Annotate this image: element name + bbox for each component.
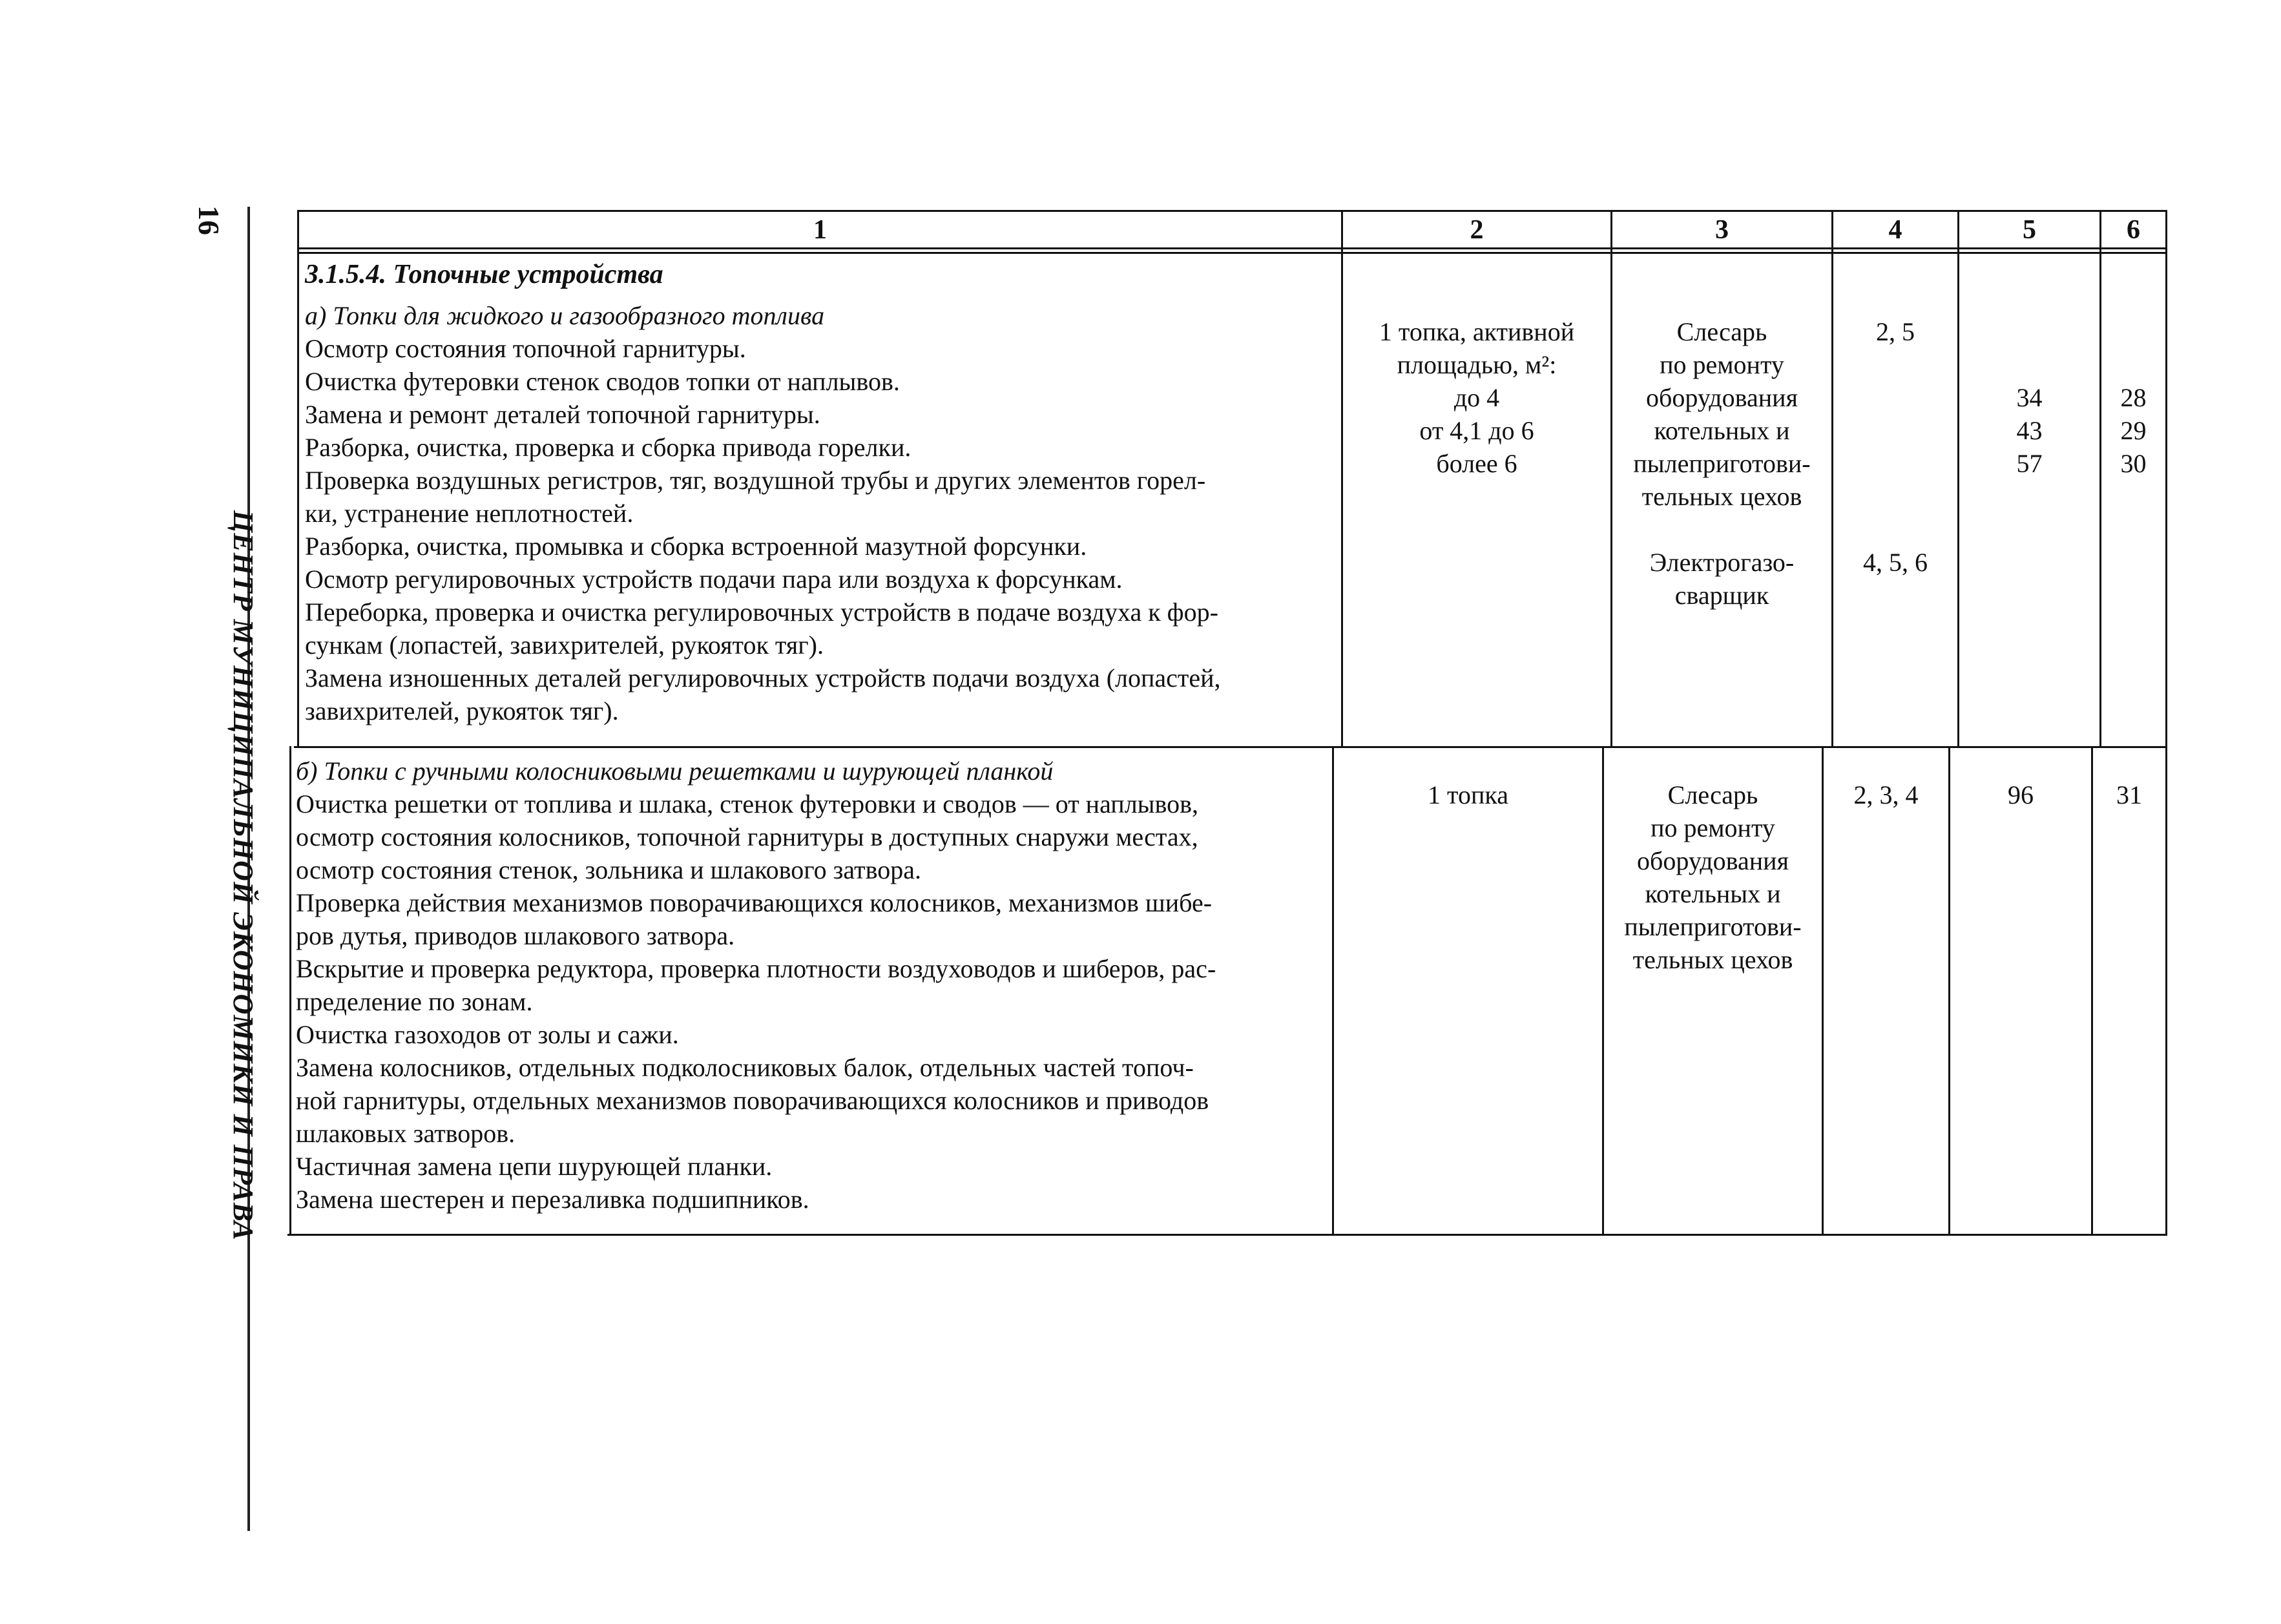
work-item: завихрителей, рукояток тяг).	[305, 696, 619, 725]
worker-line: тельных цехов	[1632, 945, 1793, 974]
work-item: Проверка действия механизмов поворачивающихся колосников, механизмов шибе-	[296, 888, 1213, 917]
row-b-unit: 1 топка	[1428, 780, 1508, 809]
worker-line: пылеприготови-	[1624, 912, 1802, 941]
row-a-workers	[1612, 315, 1831, 612]
worker-line: по ремонту	[1651, 813, 1775, 842]
row-b-description	[296, 755, 1216, 1216]
value-cell: 29	[2120, 416, 2147, 445]
row-a-col6	[2101, 381, 2165, 480]
section-title: 3.1.5.4. Топочные устройства	[305, 260, 663, 289]
header-col-1: 1	[813, 215, 827, 245]
value-cell: 28	[2120, 383, 2147, 412]
work-item: Разборка, очистка, промывка и сборка встроенной мазутной форсунки.	[305, 532, 1087, 561]
work-item: Вскрытие и проверка редуктора, проверка плотности воздуховодов и шиберов, рас-	[296, 954, 1216, 983]
row-a-col5	[1959, 381, 2099, 480]
worker-line: котельных и	[1654, 416, 1790, 445]
worker-line: оборудования	[1646, 383, 1798, 412]
unit-line: площадью, м²:	[1397, 350, 1557, 379]
col-border-left-top	[297, 210, 299, 747]
worker-line: сварщик	[1674, 581, 1769, 610]
work-item: Очистка решетки от топлива и шлака, стенок футеровки и сводов — от наплывов,	[296, 789, 1199, 818]
row-b-col6: 31	[2116, 780, 2142, 809]
col-border-left-bottom	[289, 746, 291, 1236]
work-item: Разборка, очистка, проверка и сборка привода горелки.	[305, 433, 911, 462]
col-border-right	[2165, 210, 2167, 1236]
work-item: Переборка, проверка и очистка регулировочных устройств в подаче воздуха к фор-	[305, 598, 1218, 627]
unit-line: более 6	[1436, 449, 1517, 478]
table-top-border	[297, 210, 2167, 212]
work-item: Замена и ремонт деталей топочной гарнитуры.	[305, 400, 820, 429]
value-cell: 57	[2016, 449, 2043, 478]
worker-line: пылеприготови-	[1633, 449, 1811, 478]
row-a-grade-2: 4, 5, 6	[1863, 548, 1928, 577]
value-cell: 30	[2120, 449, 2147, 478]
work-item: Очистка газоходов от золы и сажи.	[296, 1020, 679, 1049]
col-border-3-bottom	[1822, 746, 1824, 1236]
work-item: осмотр состояния стенок, зольника и шлакового затвора.	[296, 855, 921, 884]
worker-line: котельных и	[1645, 879, 1781, 908]
work-item: пределение по зонам.	[296, 987, 533, 1016]
work-item: осмотр состояния колосников, топочной гарнитуры в доступных снаружи местах,	[296, 822, 1198, 851]
col-border-3-top	[1831, 210, 1833, 747]
unit-line: от 4,1 до 6	[1419, 416, 1534, 445]
value-cell: 43	[2016, 416, 2043, 445]
worker-line: оборудования	[1637, 846, 1789, 875]
work-item: ки, устранение неплотностей.	[305, 499, 634, 528]
page-number: 16	[193, 205, 225, 235]
row-b-col5: 96	[2008, 780, 2034, 809]
work-item: Замена шестерен и перезаливка подшипников.	[296, 1185, 809, 1214]
header-bottom-border	[297, 247, 2167, 249]
work-item: Осмотр регулировочных устройств подачи пара или воздуха к форсункам.	[305, 565, 1123, 594]
work-item: ной гарнитуры, отдельных механизмов поворачивающихся колосников и приводов	[296, 1086, 1209, 1115]
col-border-4-bottom	[1948, 746, 1950, 1236]
work-item: ров дутья, приводов шлакового затвора.	[296, 921, 735, 950]
value-cell: 34	[2016, 383, 2043, 412]
unit-line: до 4	[1453, 383, 1500, 412]
header-col-3: 3	[1715, 215, 1729, 245]
row-a-description	[305, 258, 1221, 727]
row-b-workers	[1604, 778, 1822, 976]
worker-line: Электрогазо-	[1649, 548, 1795, 577]
row-b-subtitle: б) Топки с ручными колосниковыми решетками и шурующей планкой	[296, 756, 1054, 786]
col-border-1-bottom	[1332, 746, 1334, 1236]
worker-line: Слесарь	[1667, 780, 1758, 809]
work-item: сункам (лопастей, завихрителей, рукояток тяг).	[305, 630, 824, 660]
row-b-grade: 2, 3, 4	[1853, 780, 1919, 809]
work-item: Очистка футеровки стенок сводов топки от наплывов.	[305, 367, 900, 396]
work-item: Проверка воздушных регистров, тяг, воздушной трубы и других элементов горел-	[305, 466, 1206, 495]
work-item: шлаковых затворов.	[296, 1119, 516, 1148]
work-item: Замена колосников, отдельных подколосниковых балок, отдельных частей топоч-	[296, 1053, 1194, 1082]
publisher-name: ЦЕНТР МУНИЦИПАЛЬНОЙ ЭКОНОМИКИ И ПРАВА	[227, 510, 259, 1241]
work-item: Осмотр состояния топочной гарнитуры.	[305, 334, 746, 363]
header-col-6: 6	[2127, 215, 2140, 245]
work-item: Частичная замена цепи шурующей планки.	[296, 1152, 773, 1181]
row-a-grade-1: 2, 5	[1876, 317, 1915, 346]
row-divider	[294, 746, 2167, 748]
row-a-unit	[1343, 315, 1610, 480]
worker-line: тельных цехов	[1641, 482, 1802, 511]
header-col-4: 4	[1888, 215, 1902, 245]
worker-line: Слесарь	[1676, 317, 1767, 346]
row-a-subtitle: а) Топки для жидкого и газообразного топлива	[305, 301, 825, 330]
header-bottom-border-2	[297, 252, 2167, 254]
worker-line: по ремонту	[1660, 350, 1784, 379]
header-col-2: 2	[1470, 215, 1484, 245]
col-border-5-bottom	[2091, 746, 2093, 1236]
header-col-5: 5	[2023, 215, 2036, 245]
table-bottom-border	[287, 1234, 2167, 1236]
unit-line: 1 топка, активной	[1379, 317, 1575, 346]
work-item: Замена изношенных деталей регулировочных устройств подачи воздуха (лопастей,	[305, 663, 1221, 692]
